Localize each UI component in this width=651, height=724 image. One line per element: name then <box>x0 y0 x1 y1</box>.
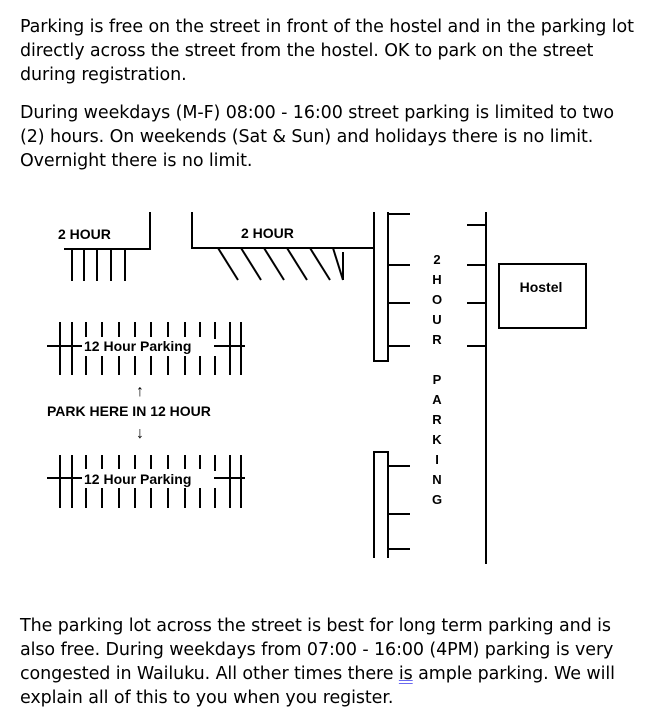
middle-2hour-diagonal-stalls <box>218 248 343 280</box>
street-letter: H <box>432 272 442 287</box>
arrow-up-icon: ↑ <box>136 383 144 400</box>
weekday-rules-paragraph: During weekdays (M-F) 08:00 - 16:00 street parking is limited to two (2) hours. On weekends (Sat & Sun) and holidays there is no limit. Overnight there is no limit. <box>20 103 615 171</box>
long-term-parking-paragraph <box>20 614 640 710</box>
street-letter: A <box>432 392 442 407</box>
street-letter: I <box>435 452 439 467</box>
street-letter: N <box>432 472 442 487</box>
street-letter: K <box>432 432 442 447</box>
hostel-building <box>499 264 586 328</box>
underlined-word: is <box>398 664 413 684</box>
park-here-label: PARK HERE IN 12 HOUR <box>47 403 211 419</box>
street-letter: R <box>432 412 442 427</box>
lot-bottom-label: 12 Hour Parking <box>84 471 192 487</box>
paragraph-text: ample parking. We will explain all of this to you when you register. <box>20 664 615 708</box>
vertical-2hour-parking-label <box>432 252 442 507</box>
hostel-side-ticks <box>467 225 486 346</box>
street-letter: R <box>432 332 442 347</box>
street-island-bottom <box>374 452 388 558</box>
lot-top-label: 12 Hour Parking <box>84 338 192 354</box>
street-tick-marks-bottom <box>388 466 410 549</box>
street-letter: O <box>431 292 443 307</box>
street-letter: P <box>432 372 442 387</box>
street-island-top <box>374 212 388 361</box>
hostel-label: Hostel <box>519 279 563 295</box>
left-2hour-stall-lines <box>72 249 125 281</box>
parking-map-diagram <box>0 190 651 590</box>
street-tick-marks-top <box>388 214 410 346</box>
arrow-down-icon: ↓ <box>136 425 144 442</box>
left-2hour-label: 2 HOUR <box>58 226 111 242</box>
street-letter: U <box>432 312 442 327</box>
intro-paragraph: Parking is free on the street in front of the hostel and in the parking lot directly across the street from the hostel. OK to park on the street during registration. <box>20 17 634 85</box>
street-letter: 2 <box>433 252 441 267</box>
street-letter: G <box>431 492 443 507</box>
paragraph-text: The parking lot across the street is best for long term parking and is also free. During weekdays from 07:00 - 16:00 (4PM) parking is very congested in Wailuku. All other times there <box>20 616 614 684</box>
middle-2hour-label: 2 HOUR <box>241 225 294 241</box>
